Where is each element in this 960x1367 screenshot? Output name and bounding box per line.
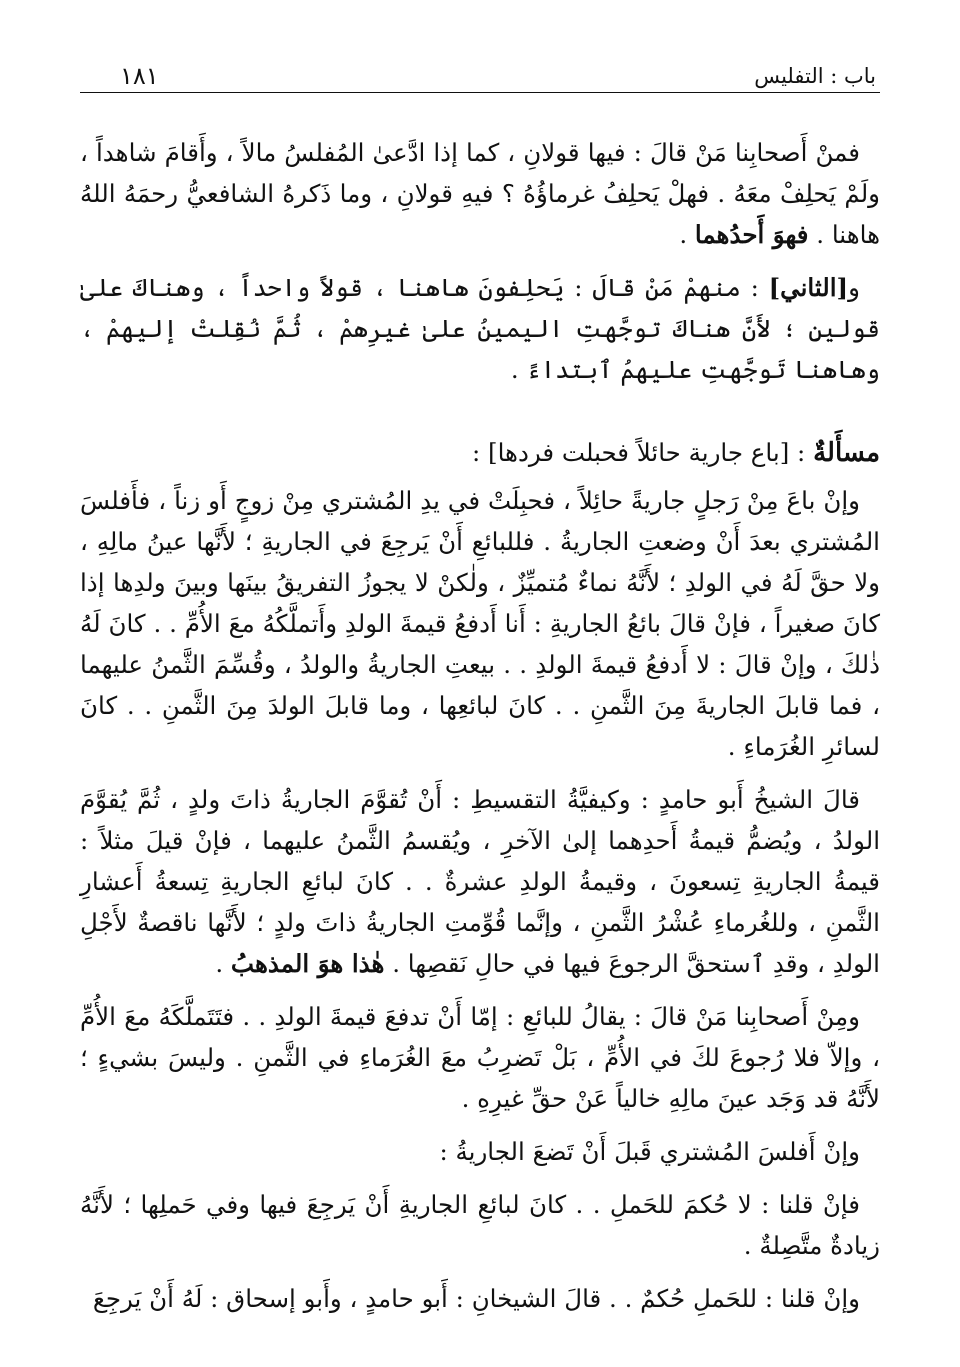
paragraph-end: . bbox=[679, 220, 695, 249]
paragraph-7 bbox=[80, 1184, 880, 1266]
paragraph-text: وإنْ أَفلسَ المُشتري قَبلَ أَنْ تَضعَ الجاريةُ : bbox=[439, 1137, 860, 1166]
paragraph-8 bbox=[80, 1278, 880, 1319]
paragraph-text: وإنْ قلنا : للحَملِ حُكمٌ . . قالَ الشيخانِ : أَبو حامدٍ ، وأَبو إسحاق : لَهُ أَنْ يَرجِعَ bbox=[92, 1284, 860, 1313]
bold-phrase: هٰذا هوَ المذهبُ bbox=[230, 949, 385, 978]
page-body bbox=[80, 132, 880, 1331]
paragraph-1 bbox=[80, 132, 880, 255]
paragraph-text: ومِنْ أَصحابِنا مَنْ قالَ : يقالُ للبائعِ : إمّا أَنْ تدفعَ قيمةَ الولدِ . . فتَتَملَّكَهُ معَ الأُمِّ ، وإلاّ فلا رُجوعَ لكَ في الأُمِّ ، بَلْ تَضرِبُ معَ الغُرَماءِ في الثَّمنِ . وليسَ بشيءٍ ؛ لأَنَّهُ قد وَجَد عينَ مالِهِ خالياً عَنْ حقِّ غيرِهِ . bbox=[80, 1002, 880, 1113]
paragraph-3 bbox=[80, 480, 880, 767]
chapter-title: باب : التفليس bbox=[754, 64, 876, 88]
masala-subtitle: : [باع جارية حائلاً فحبلت فردها] : bbox=[471, 438, 814, 467]
masala-title: مسأَلةٌ bbox=[813, 438, 880, 468]
paragraph-end: . bbox=[215, 949, 231, 978]
masala-heading bbox=[80, 432, 880, 474]
paragraph-text: : منهمْ مَنْ قالَ : يَحلِفونَ هاهنا ، قولاً واحداً ، وهناكَ علىٰ قولينِ ؛ لأَنَّ هناكَ توجَّهتِ اليمينُ علىٰ غيرِهمْ ، ثُمَّ نُقِلتْ إليهمْ ، وهاهنا تَوجَّهتِ عليهمُ ٱبتداءً . bbox=[80, 273, 880, 384]
paragraph-prefix: و bbox=[848, 273, 860, 302]
paragraph-text: وإنْ باعَ مِنْ رَجلٍ جاريةً حائِلاً ، فحبِلَتْ في يدِ المُشتري مِنْ زوجٍ أَو زناً ، فأَفلسَ المُشتري بعدَ أَنْ وضعتِ الجاريةُ . فللبائعِ أَنْ يَرجِعَ في الجاريةِ ؛ لأَنَّها عينُ مالِهِ ، ولا حقَّ لَهُ في الولدِ ؛ لأَنَّهُ نماءٌ مُتميِّزٌ ، ولٰكنْ لا يجوزُ التفريقُ بينَها وبينَ ولدِها إذا كانَ صغيراً ، فإنْ قالَ بائعُ الجاريةِ : أَنا أَدفعُ قيمةَ الولدِ وأَتملَّكُهُ معَ الأُمِّ . . كانَ لَهُ ذٰلكَ ، وإنْ قالَ : لا أَدفعُ قيمةَ الولدِ . . بيعتِ الجاريةُ والولدُ ، وقُسِّمَ الثَّمنُ عليهما ، فما قابلَ الجاريةَ مِنَ الثَّمنِ . . كانَ لبائعِها ، وما قابلَ الولدَ مِنَ الثَّمنِ . . كانَ لسائرِ الغُرَماءِ . bbox=[80, 486, 880, 761]
bold-label: [الثاني] bbox=[768, 273, 849, 302]
paragraph-text: فمنْ أَصحابِنا مَنْ قالَ : فيها قولانِ ، كما إذا ادَّعىٰ المُفلسُ مالاً ، وأَقامَ شاهداً ، ولَمْ يَحلِفْ معَهُ . فهلْ يَحلِفُ غرماؤُهُ ؟ فيهِ قولانِ ، وما ذَكرهُ الشافعيُّ رحمَهُ اللهُ هاهنا . bbox=[80, 138, 880, 249]
paragraph-6 bbox=[80, 1131, 880, 1172]
paragraph-5 bbox=[80, 996, 880, 1119]
paragraph-4 bbox=[80, 779, 880, 984]
paragraph-2 bbox=[80, 267, 880, 390]
paragraph-text: قالَ الشيخُ أَبو حامدٍ : وكيفيَّةُ التقسيطِ : أَنْ تُقوَّمَ الجاريةُ ذاتَ ولدٍ ، ثُمَّ يُقوَّمَ الولدُ ، ويُضمُّ قيمةُ أَحدِهما إلىٰ الآخرِ ، ويُقسمُ الثَّمنُ عليهما ، فإنْ قيلَ مثلاً : قيمةُ الجاريةِ تِسعونَ ، وقيمةُ الولدِ عشرةٌ . . كانَ لبائعِ الجاريةِ تِسعةُ أَعشارِ الثَّمنِ ، وللغُرماءِ عُشْرُ الثَّمنِ ، وإنَّما قُوِّمتِ الجاريةُ ذاتَ ولدٍ ؛ لأَنَّها ناقصةٌ لأَجْلِ الولدِ ، وقدِ ٱستحقَّ الرجوعَ فيها في حالِ نَقصِها . bbox=[80, 785, 880, 978]
page-number: ١٨١ bbox=[120, 62, 159, 90]
bold-phrase: فهوَ أَحدُهما bbox=[694, 220, 809, 249]
running-header bbox=[80, 62, 880, 93]
section-gap bbox=[80, 402, 880, 432]
paragraph-text: فإنْ قلنا : لا حُكمَ للحَملِ . . كانَ لبائعِ الجاريةِ أَنْ يَرجِعَ فيها وفي حَملِها ؛ لأَنَّهُ زيادةٌ متَّصِلةٌ . bbox=[80, 1190, 880, 1260]
